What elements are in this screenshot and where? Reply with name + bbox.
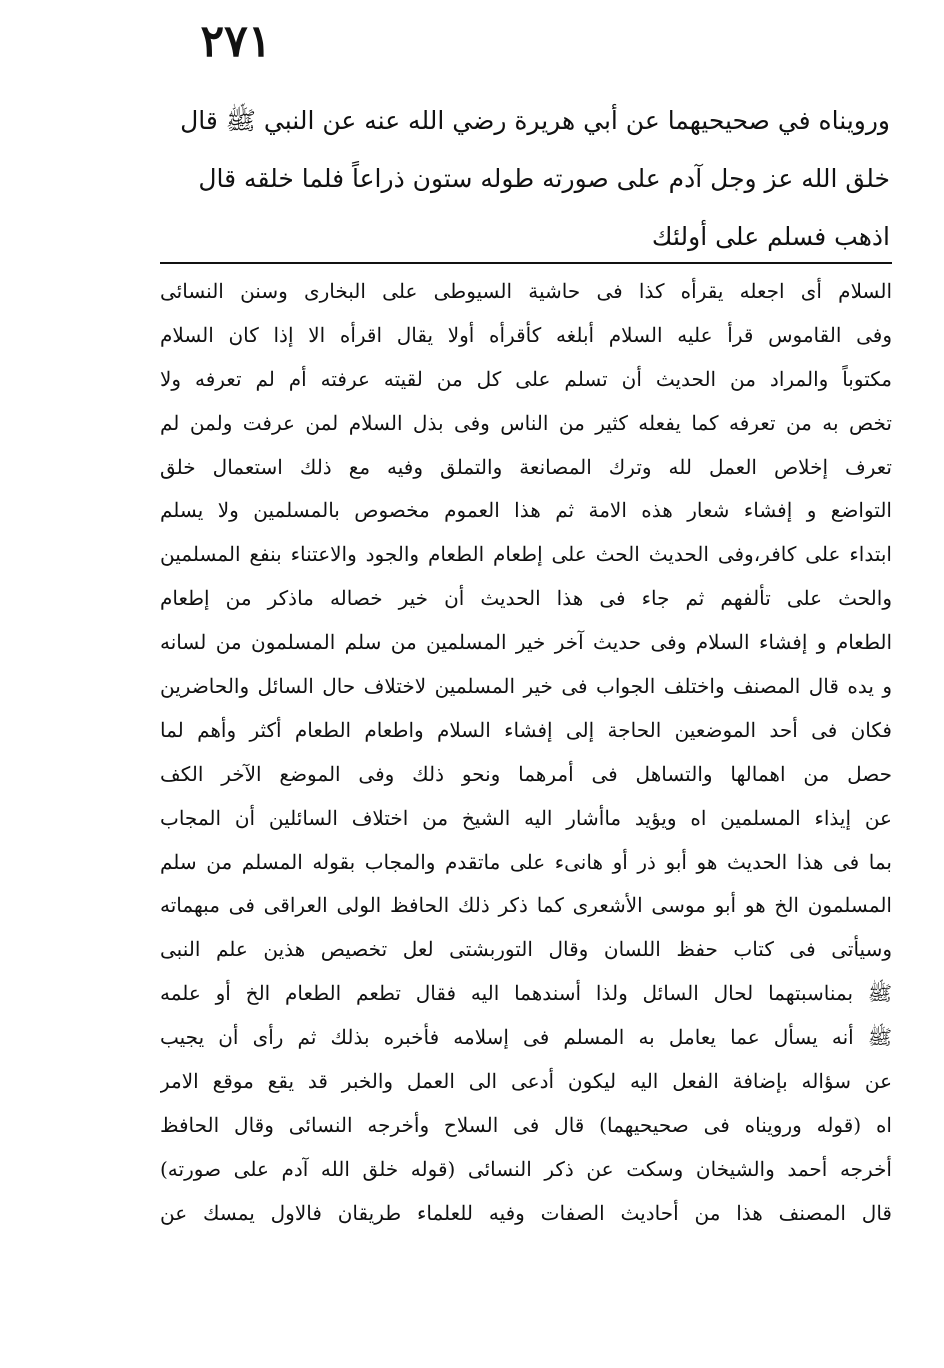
commentary-line: عن إيذاء المسلمين اه ويؤيد ماأشار اليه الشيخ من اختلاف السائلين أن المجاب <box>160 805 892 830</box>
hadith-line: اذهب فسلم على أولئك <box>651 222 890 251</box>
commentary-line: تعرف إخلاص العمل لله وترك المصانعة والتملق وفيه مع ذلك استعمال خلق <box>160 454 892 479</box>
hadith-line: ورويناه في صحيحيهما عن أبي هريرة رضي الله عنه عن النبي ﷺ قال <box>180 106 890 135</box>
hadith-text <box>160 92 890 266</box>
page-number: ٢٧١ <box>200 16 272 67</box>
commentary-line: أخرجه أحمد والشيخان وسكت عن ذكر النسائى (قوله خلق الله آدم على صورته) <box>160 1156 892 1181</box>
commentary-line: تخص به من تعرفه كما يفعله كثير من الناس وفى بذل السلام لمن عرفت ولمن لم <box>160 410 892 435</box>
commentary-line: ﷺ بمناسبتهما لحال السائل ولذا أسندهما اليه فقال تطعم الطعام الخ أو علمه <box>160 981 892 1006</box>
commentary-line: المسلمون الخ هو أبو موسى الأشعرى كما ذكر ذلك الحافظ الولى العراقى فى مبهماته <box>160 893 892 918</box>
commentary-line: وسيأتى فى كتاب حفظ اللسان وقال التوربشتى لعل تخصيص هذين علم النبى <box>160 937 892 962</box>
commentary-line: الطعام و إفشاء السلام وفى حديث آخر خير المسلمين من سلم المسلمون من لسانه <box>160 630 892 655</box>
commentary-line: ابتداء على كافر،وفى الحديث الحث على إطعام الطعام والجود والاعتناء بنفع المسلمين <box>160 542 892 567</box>
commentary-line: حصل من اهمالها والتساهل فى أمرهما ونحو ذلك وفى الموضع الآخر الكف <box>160 761 892 786</box>
commentary-line: بما فى هذا الحديث هو أبو ذر أو هانىء على ماتقدم والمجاب بقوله المسلم من سلم <box>160 849 892 874</box>
commentary-line: مكتوباً والمراد من الحديث أن تسلم على كل من لقيته عرفته أم لم تعرفه ولا <box>160 366 892 391</box>
hadith-line: خلق الله عز وجل آدم على صورته طوله ستون ذراعاً فلما خلقه قال <box>198 164 890 193</box>
commentary-line: السلام أى اجعله يقرأه كذا فى حاشية السيوطى على البخارى وسنن النسائى <box>160 279 892 303</box>
commentary-line: وفى القاموس قرأ عليه السلام أبلغه كأقرأه أولا يقال اقرأه الا إذا كان السلام <box>160 322 892 347</box>
commentary-line: قال المصنف هذا من أحاديث الصفات وفيه للعلماء طريقان فالاول يمسك عن <box>160 1200 892 1225</box>
section-divider <box>160 262 892 264</box>
commentary-line: عن سؤاله بإضافة الفعل اليه ليكون أدعى الى العمل والخبر قد يقع موقع الامر <box>160 1069 892 1094</box>
commentary-line: والحث على تألفهم ثم جاء فى هذا الحديث أن خير خصاله ماذكر من إطعام <box>160 586 892 611</box>
commentary-line: فكان فى أحد الموضعين الحاجة إلى إفشاء السلام واطعام الطعام أكثر وأهم لما <box>160 717 892 742</box>
commentary-line: التواضع و إفشاء شعار هذه الامة ثم هذا العموم مخصوص بالمسلمين ولا يسلم <box>160 498 892 523</box>
commentary-text <box>160 270 892 1236</box>
commentary-line: ﷺ أنه يسأل عما يعامل به المسلم فى إسلامه فأخبره بذلك ثم رأى أن يجيب <box>160 1025 892 1050</box>
commentary-line: و يده قال المصنف واختلف الجواب فى خير المسلمين لاختلاف حال السائل والحاضرين <box>160 674 892 699</box>
commentary-line: اه (قوله ورويناه فى صحيحيهما) قال فى السلاح وأخرجه النسائى وقال الحافظ <box>160 1112 892 1137</box>
